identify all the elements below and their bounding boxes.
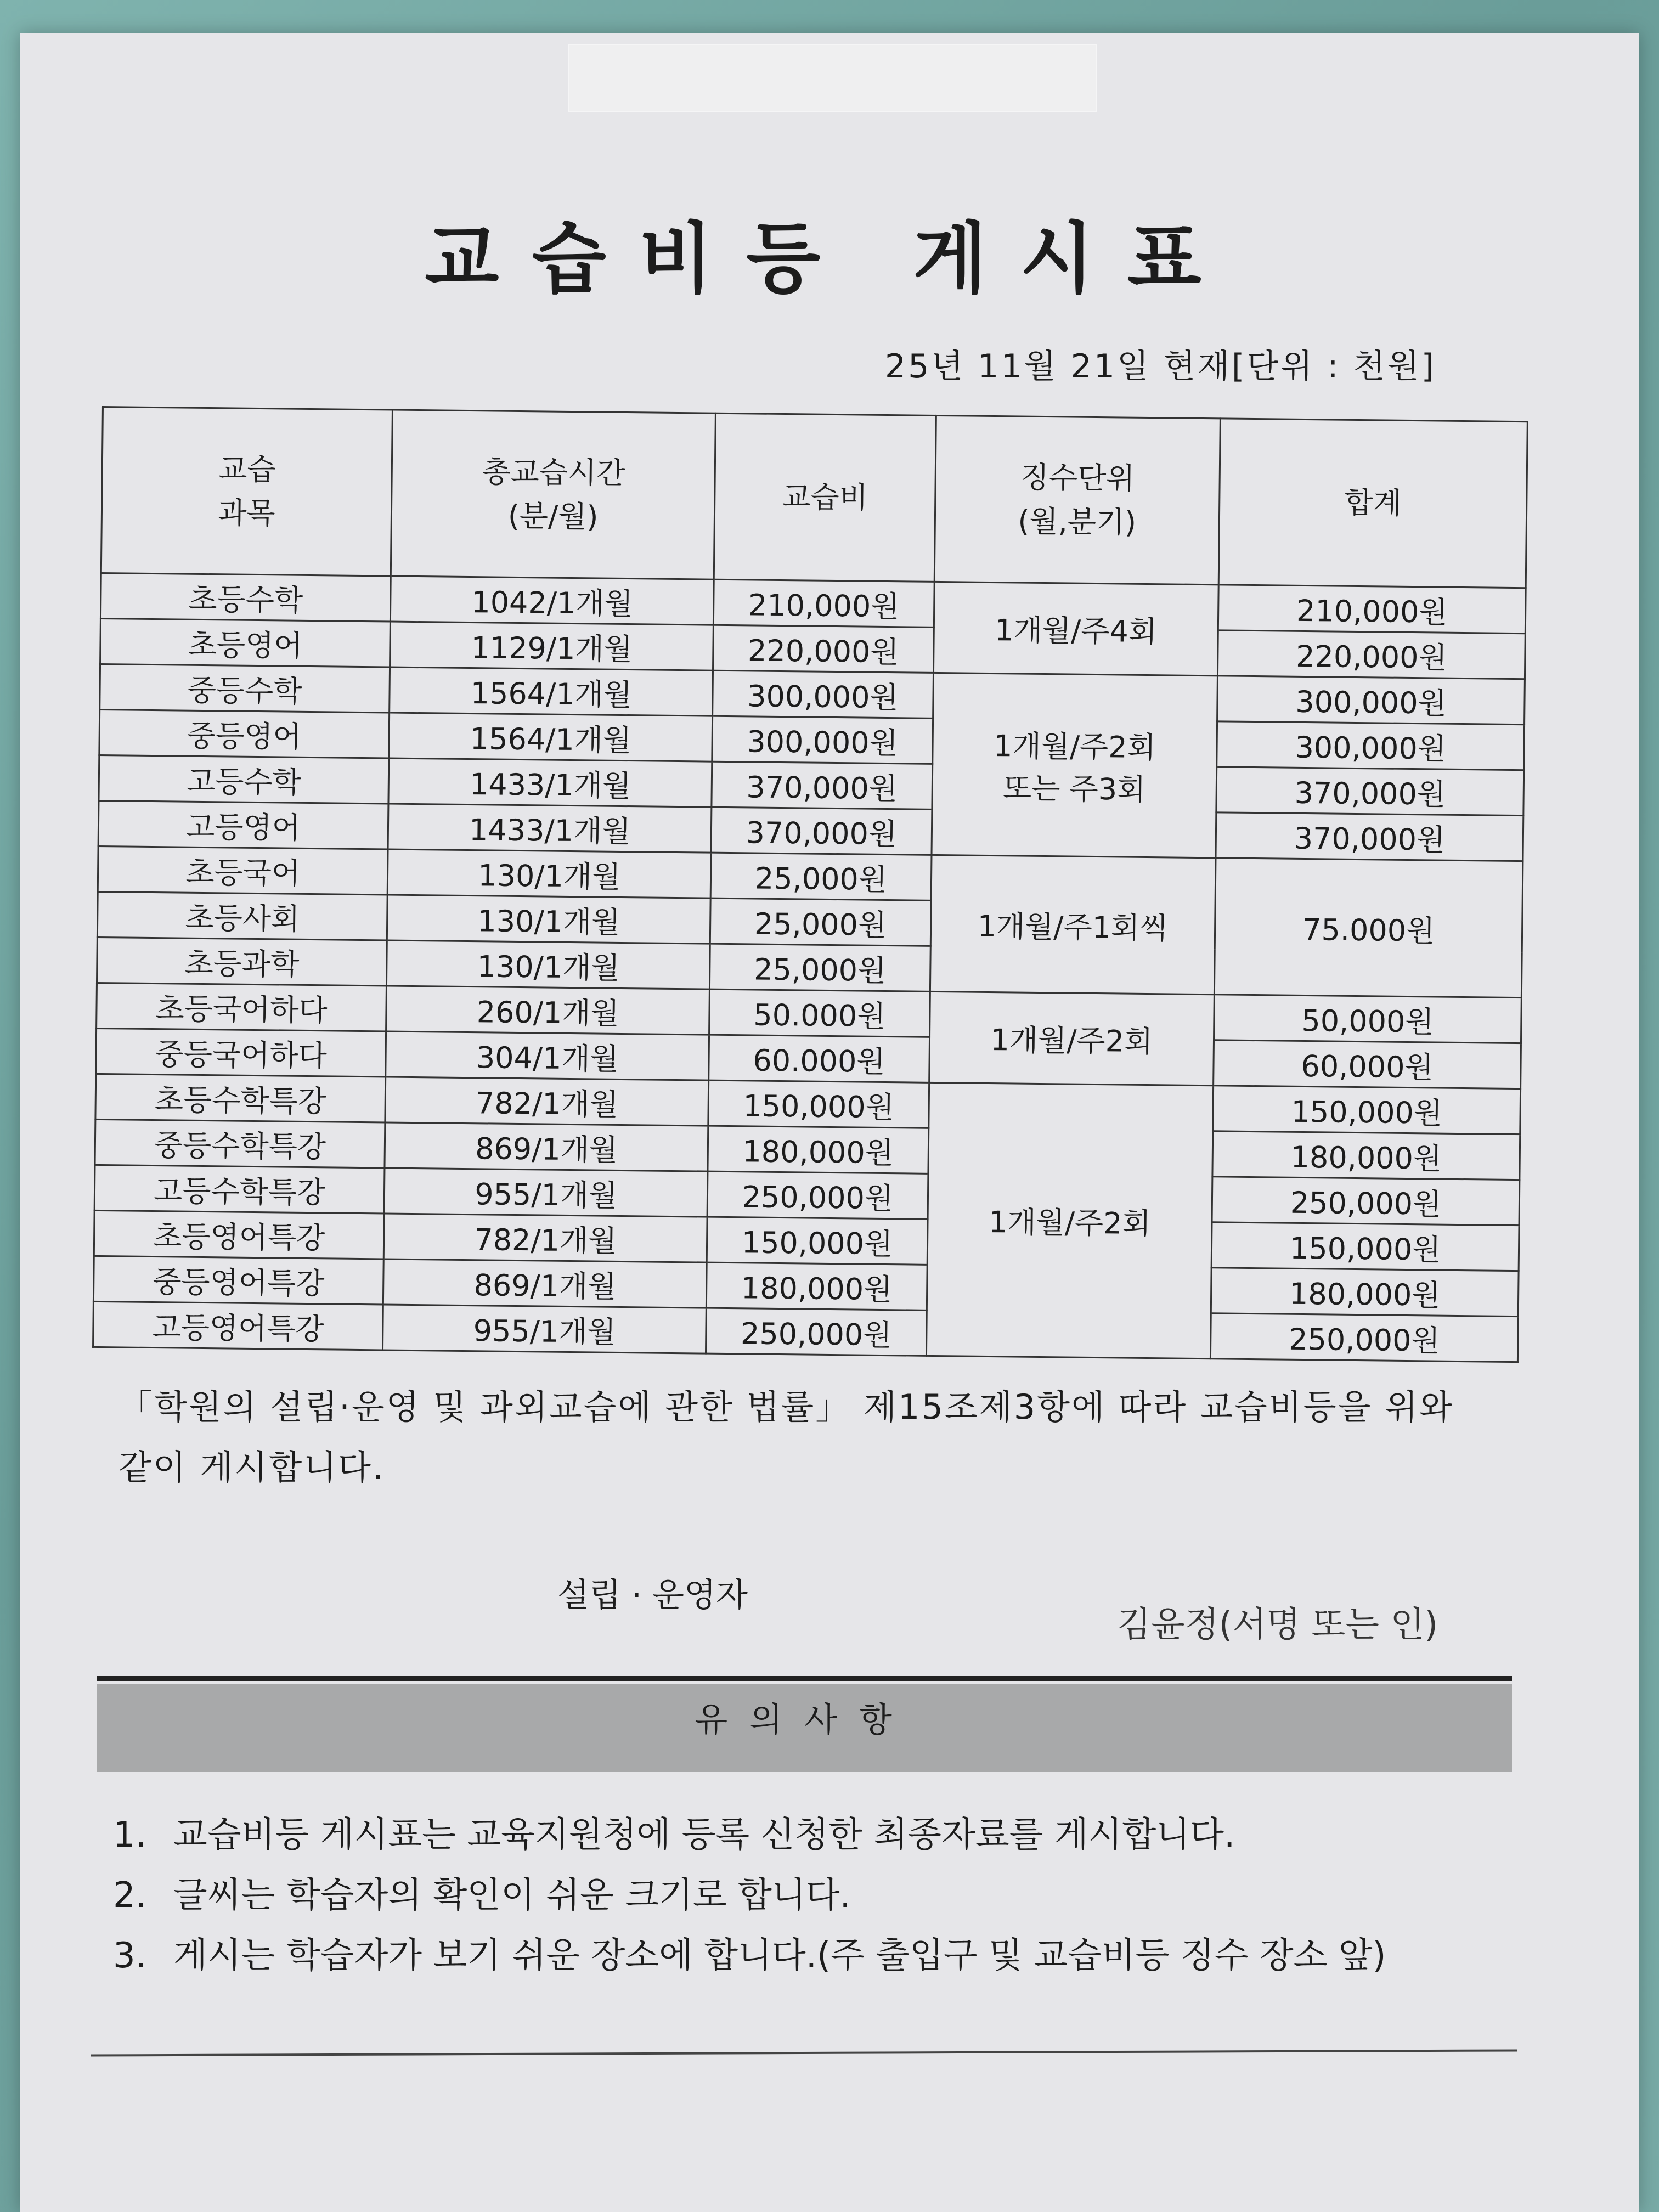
cell-total: 250,000원 — [1212, 1177, 1520, 1226]
cell-subject: 초등사회 — [97, 891, 387, 940]
cell-subject: 중등영어 — [99, 709, 390, 758]
cell-subject: 고등영어 — [98, 800, 388, 849]
cell-subject: 초등과학 — [97, 937, 387, 986]
cell-subject: 초등영어 — [100, 618, 391, 667]
cell-subject: 초등수학 — [100, 573, 391, 622]
cell-hours: 260/1개월 — [386, 986, 710, 1035]
tape-strip — [568, 44, 1097, 112]
cell-hours: 304/1개월 — [386, 1031, 709, 1080]
cell-hours: 782/1개월 — [384, 1214, 708, 1262]
cell-fee: 300,000원 — [712, 716, 933, 764]
cell-subject: 중등수학 — [100, 664, 390, 713]
header-fee: 교습비 — [714, 413, 936, 582]
cell-hours: 1129/1개월 — [390, 622, 714, 670]
cell-fee: 220,000원 — [713, 625, 934, 673]
header-subject: 교습 과목 — [101, 407, 392, 577]
cell-total: 180,000원 — [1212, 1131, 1520, 1180]
cell-hours: 869/1개월 — [385, 1122, 708, 1171]
cell-fee: 250,000원 — [707, 1171, 928, 1219]
header-hours: 총교습시간 (분/월) — [391, 410, 716, 579]
item-number: 1. — [113, 1815, 147, 1855]
cell-fee: 60.000원 — [709, 1035, 929, 1082]
caution-header: 유의사항 — [97, 1684, 1512, 1772]
caution-list — [113, 1805, 1539, 1986]
cell-fee: 150,000원 — [707, 1217, 928, 1265]
item-number: 3. — [113, 1936, 147, 1976]
header-total: 합계 — [1218, 419, 1527, 588]
notice-sheet — [20, 33, 1639, 2212]
cell-unit: 1개월/주2회 — [926, 1082, 1214, 1358]
cell-hours: 130/1개월 — [387, 849, 711, 898]
cell-total: 370,000원 — [1216, 812, 1523, 861]
founder-signature: 김윤정(서명 또는 인) — [1117, 1605, 1438, 1645]
cell-total: 210,000원 — [1218, 585, 1526, 634]
cell-hours: 130/1개월 — [387, 940, 710, 989]
date-unit-line: 25년 11월 21일 현재[단위 : 천원] — [884, 347, 1436, 386]
cell-subject: 중등수학특강 — [95, 1119, 385, 1168]
cell-fee: 150,000원 — [708, 1080, 929, 1128]
item-text: 게시는 학습자가 보기 쉬운 장소에 합니다.(주 출입구 및 교습비등 징수 장소 앞) — [173, 1936, 1386, 1976]
fee-table — [92, 406, 1528, 1363]
cell-fee: 180,000원 — [707, 1262, 927, 1310]
cell-fee: 25,000원 — [710, 898, 931, 946]
cell-hours: 1433/1개월 — [388, 804, 712, 853]
cell-hours: 782/1개월 — [385, 1077, 709, 1126]
cell-total: 220,000원 — [1218, 630, 1526, 679]
cell-hours: 1564/1개월 — [390, 667, 713, 716]
founder-label: 설립 · 운영자 — [557, 1576, 748, 1615]
cell-hours: 869/1개월 — [383, 1259, 707, 1308]
cell-unit: 1개월/주1회씩 — [930, 855, 1216, 994]
cell-hours: 1564/1개월 — [389, 713, 713, 761]
cell-total: 370,000원 — [1216, 767, 1524, 816]
cell-subject: 초등국어하다 — [97, 983, 387, 1031]
cell-total: 300,000원 — [1217, 676, 1525, 725]
cell-fee: 25,000원 — [710, 944, 930, 991]
cell-hours: 1042/1개월 — [391, 576, 714, 625]
cell-fee: 370,000원 — [712, 761, 932, 809]
cell-fee: 180,000원 — [708, 1126, 928, 1173]
cell-total: 150,000원 — [1213, 1086, 1521, 1135]
cell-hours: 955/1개월 — [383, 1305, 707, 1353]
cell-subject: 고등영어특강 — [93, 1301, 383, 1350]
cell-subject: 초등수학특강 — [95, 1074, 386, 1122]
item-text: 교습비등 게시표는 교육지원청에 등록 신청한 최종자료를 게시합니다. — [173, 1815, 1235, 1855]
cell-hours: 955/1개월 — [384, 1168, 708, 1217]
item-text: 글씨는 학습자의 확인이 쉬운 크기로 합니다. — [173, 1875, 851, 1916]
cell-subject: 초등국어 — [98, 846, 388, 895]
cell-fee: 25,000원 — [710, 853, 931, 900]
cell-total: 60,000원 — [1214, 1040, 1521, 1089]
table-header-row — [101, 407, 1527, 588]
cell-unit: 1개월/주4회 — [933, 582, 1218, 675]
cell-total: 180,000원 — [1211, 1268, 1519, 1317]
header-unit: 징수단위 (월,분기) — [934, 415, 1221, 584]
cell-fee: 300,000원 — [713, 670, 933, 718]
cell-unit: 1개월/주2회 또는 주3회 — [932, 673, 1218, 857]
cell-fee: 370,000원 — [711, 807, 932, 855]
list-item — [113, 1805, 1539, 1865]
cell-fee: 50.000원 — [709, 989, 930, 1037]
cell-total: 250,000원 — [1211, 1313, 1519, 1362]
cell-fee: 250,000원 — [706, 1308, 927, 1356]
page-title: 교습비등 게시표 — [425, 215, 1234, 304]
legal-notice: 「학원의 설립·운영 및 과외교습에 관한 법률」 제15조제3항에 따라 교습비등을 위와 같이 게시합니다. — [119, 1387, 1454, 1487]
cell-total-merged: 75.000원 — [1215, 858, 1523, 998]
divider-thin — [91, 2049, 1517, 2056]
cell-unit: 1개월/주2회 — [929, 991, 1214, 1085]
list-item — [113, 1926, 1539, 1986]
cell-subject: 초등영어특강 — [94, 1210, 384, 1259]
item-number: 2. — [113, 1875, 147, 1916]
cell-fee: 210,000원 — [714, 579, 934, 627]
divider-thick — [97, 1676, 1512, 1681]
cell-subject: 중등영어특강 — [93, 1256, 383, 1305]
cell-subject: 고등수학 — [99, 755, 389, 804]
cell-total: 150,000원 — [1211, 1222, 1519, 1271]
cell-subject: 고등수학특강 — [94, 1165, 385, 1214]
cell-hours: 1433/1개월 — [388, 758, 712, 807]
cell-hours: 130/1개월 — [387, 895, 711, 944]
cell-subject: 중등국어하다 — [96, 1028, 386, 1077]
list-item — [113, 1865, 1539, 1926]
cell-total: 50,000원 — [1214, 995, 1522, 1043]
cell-total: 300,000원 — [1217, 721, 1525, 770]
